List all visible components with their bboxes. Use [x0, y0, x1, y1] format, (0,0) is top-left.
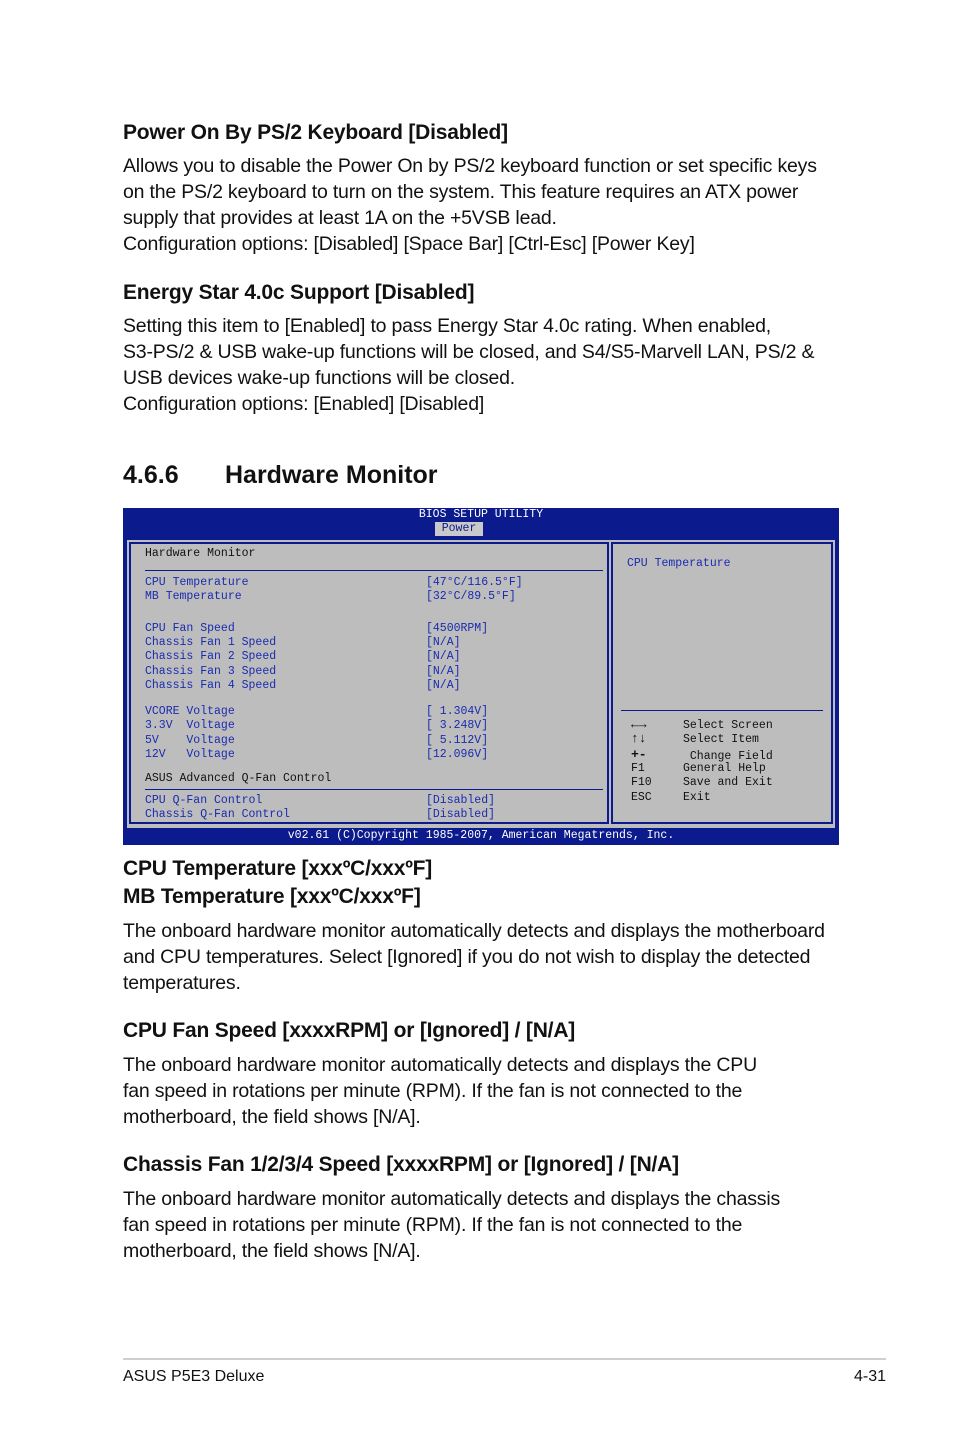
bios-value-mb-temperature: [32°C/89.5°F] [426, 590, 516, 603]
text-line: The onboard hardware monitor automatically detects and displays the chassis [123, 1188, 781, 1210]
bios-item-cpu-temperature[interactable]: CPU Temperature [145, 576, 249, 589]
bios-item-chassis-fan-4[interactable]: Chassis Fan 4 Speed [145, 679, 277, 692]
left-right-arrow-icon: ←→ [631, 717, 647, 732]
footer-product-name: ASUS P5E3 Deluxe [123, 1368, 265, 1385]
bios-value-chassis-fan-2: [N/A] [426, 650, 461, 663]
heading-cpu-fan-speed: CPU Fan Speed [xxxxRPM] or [Ignored] / [N/A] [123, 1019, 576, 1042]
footer-divider [123, 1358, 886, 1360]
key-desc-general-help: General Help [683, 762, 766, 775]
bios-value-chassis-fan-1: [N/A] [426, 636, 461, 649]
key-f1: F1 [631, 762, 645, 775]
paragraph-power-on-ps2 [123, 153, 817, 257]
text-line: Configuration options: [Enabled] [Disabled] [123, 393, 485, 415]
text-line: and CPU temperatures. Select [Ignored] if you do not wish to display the detected [123, 946, 811, 968]
bios-value-12v-voltage: [12.096V] [426, 748, 489, 761]
bios-settings-panel [129, 542, 609, 824]
section-number: 4.6.6 [123, 461, 179, 489]
bios-item-chassis-fan-1[interactable]: Chassis Fan 1 Speed [145, 636, 277, 649]
bios-value-cpu-temperature: [47°C/116.5°F] [426, 576, 523, 589]
plus-minus-icon: +- [631, 747, 647, 762]
bios-item-chassis-qfan[interactable]: Chassis Q-Fan Control [145, 808, 290, 821]
text-line: S3-PS/2 & USB wake-up functions will be closed, and S4/S5-Marvell LAN, PS/2 & [123, 341, 815, 363]
text-line: USB devices wake-up functions will be closed. [123, 367, 516, 389]
key-desc-change-field: Change Field [683, 750, 773, 763]
bios-help-text: CPU Temperature [627, 557, 731, 570]
bios-item-mb-temperature[interactable]: MB Temperature [145, 590, 242, 603]
heading-energy-star: Energy Star 4.0c Support [Disabled] [123, 281, 475, 304]
text-line: motherboard, the field shows [N/A]. [123, 1240, 421, 1262]
divider [621, 710, 823, 711]
bios-item-3v3-voltage[interactable]: 3.3V Voltage [145, 719, 235, 732]
bios-main-area [127, 540, 835, 828]
paragraph-energy-star [123, 313, 814, 417]
bios-value-cpu-qfan: [Disabled] [426, 794, 496, 807]
paragraph-chassis-fan-speed [123, 1186, 780, 1264]
heading-power-on-ps2: Power On By PS/2 Keyboard [Disabled] [123, 121, 508, 144]
bios-tab-power[interactable]: Power [435, 522, 483, 536]
text-line: Allows you to disable the Power On by PS/2 keyboard function or set specific keys [123, 155, 817, 177]
bios-item-5v-voltage[interactable]: 5V Voltage [145, 734, 235, 747]
text-line: supply that provides at least 1A on the +5VSB lead. [123, 207, 557, 229]
key-esc: ESC [631, 791, 652, 804]
bios-value-chassis-fan-4: [N/A] [426, 679, 461, 692]
bios-value-chassis-fan-3: [N/A] [426, 665, 461, 678]
text-line: The onboard hardware monitor automatically detects and displays the motherboard [123, 920, 825, 942]
bios-item-chassis-fan-3[interactable]: Chassis Fan 3 Speed [145, 665, 277, 678]
text-line: Setting this item to [Enabled] to pass Energy Star 4.0c rating. When enabled, [123, 315, 771, 337]
bios-value-vcore-voltage: [ 1.304V] [426, 705, 489, 718]
bios-copyright: v02.61 (C)Copyright 1985-2007, American Megatrends, Inc. [287, 829, 675, 842]
bios-item-cpu-fan-speed[interactable]: CPU Fan Speed [145, 622, 235, 635]
text-line: motherboard, the field shows [N/A]. [123, 1106, 421, 1128]
bios-item-chassis-fan-2[interactable]: Chassis Fan 2 Speed [145, 650, 277, 663]
text-line: Configuration options: [Disabled] [Space Bar] [Ctrl-Esc] [Power Key] [123, 233, 695, 255]
bios-item-12v-voltage[interactable]: 12V Voltage [145, 748, 235, 761]
up-down-arrow-icon: ↑↓ [631, 731, 647, 746]
bios-value-cpu-fan-speed: [4500RPM] [426, 622, 489, 635]
text-line: temperatures. [123, 972, 241, 994]
bios-value-chassis-qfan: [Disabled] [426, 808, 496, 821]
bios-item-vcore-voltage[interactable]: VCORE Voltage [145, 705, 235, 718]
text-line: The onboard hardware monitor automatically detects and displays the CPU [123, 1054, 757, 1076]
bios-title: BIOS SETUP UTILITY [418, 508, 544, 521]
bios-screenshot [123, 508, 839, 845]
heading-cpu-temperature: CPU Temperature [xxxºC/xxxºF] [123, 857, 433, 880]
bios-value-5v-voltage: [ 5.112V] [426, 734, 489, 747]
paragraph-temperature [123, 918, 825, 996]
text-line: fan speed in rotations per minute (RPM). If the fan is not connected to the [123, 1080, 743, 1102]
divider [145, 570, 603, 571]
text-line: on the PS/2 keyboard to turn on the system. This feature requires an ATX power [123, 181, 799, 203]
bios-help-panel [611, 542, 833, 824]
bios-value-3v3-voltage: [ 3.248V] [426, 719, 489, 732]
key-desc-save-exit: Save and Exit [683, 776, 773, 789]
divider [145, 789, 603, 790]
bios-qfan-heading: ASUS Advanced Q-Fan Control [145, 772, 332, 785]
section-title: Hardware Monitor [225, 461, 438, 489]
key-f10: F10 [631, 776, 652, 789]
footer-page-number: 4-31 [853, 1368, 886, 1385]
text-line: fan speed in rotations per minute (RPM). If the fan is not connected to the [123, 1214, 743, 1236]
key-desc-select-item: Select Item [683, 733, 759, 746]
paragraph-cpu-fan-speed [123, 1052, 757, 1130]
key-desc-exit: Exit [683, 791, 711, 804]
bios-item-cpu-qfan[interactable]: CPU Q-Fan Control [145, 794, 263, 807]
heading-chassis-fan-speed: Chassis Fan 1/2/3/4 Speed [xxxxRPM] or [Ignored] / [N/A] [123, 1153, 679, 1176]
key-desc-select-screen: Select Screen [683, 719, 773, 732]
heading-mb-temperature: MB Temperature [xxxºC/xxxºF] [123, 885, 421, 908]
bios-panel-title: Hardware Monitor [145, 547, 256, 560]
